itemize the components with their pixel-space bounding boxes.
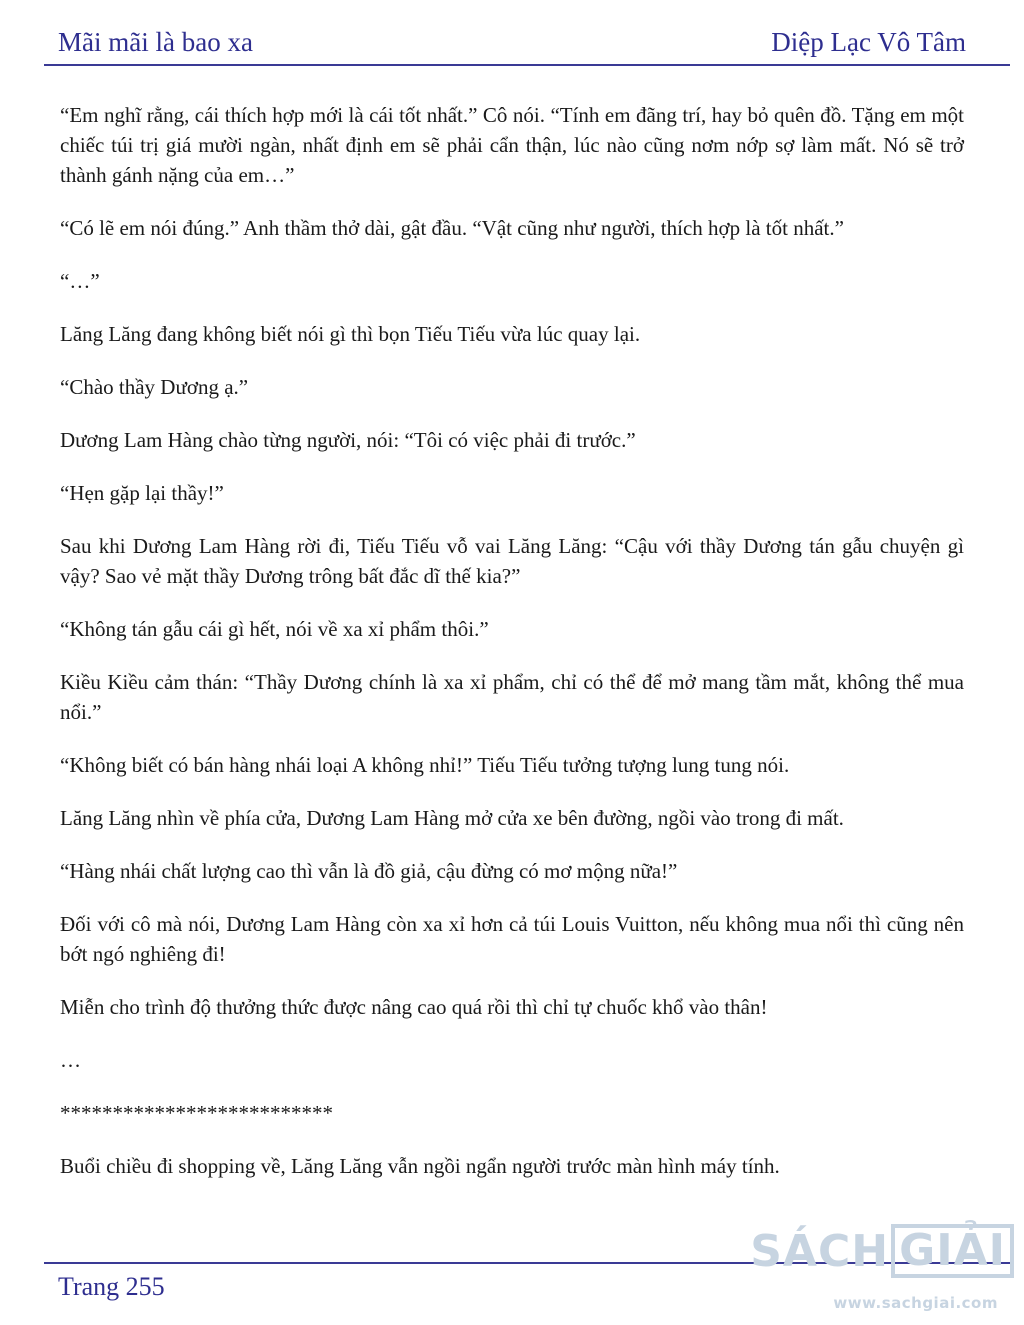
- page-number: Trang 255: [58, 1272, 165, 1301]
- paragraph: Miễn cho trình độ thưởng thức được nâng cao quá rồi thì chỉ tự chuốc khổ vào thân!: [60, 995, 768, 1019]
- ellipsis-line: …: [60, 1048, 81, 1072]
- paragraph: “Không tán gẫu cái gì hết, nói về xa xỉ phẩm thôi.”: [60, 617, 489, 641]
- section-separator: **************************: [60, 1101, 333, 1125]
- paragraph: Kiều Kiều cảm thán: “Thầy Dương chính là xa xỉ phẩm, chỉ có thể để mở mang tầm mắt, không thể mua nổi.”: [60, 670, 964, 724]
- page-header: [58, 22, 966, 62]
- paragraph: “Hàng nhái chất lượng cao thì vẫn là đồ giả, cậu đừng có mơ mộng nữa!”: [60, 859, 678, 883]
- paragraph: “Không biết có bán hàng nhái loại A không nhỉ!” Tiếu Tiếu tưởng tượng lung tung nói.: [60, 753, 790, 777]
- paragraph: “Chào thầy Dương ạ.”: [60, 375, 249, 399]
- paragraph: “Em nghĩ rằng, cái thích hợp mới là cái tốt nhất.” Cô nói. “Tính em đãng trí, hay bỏ quên đồ. Tặng em một chiếc túi trị giá mười ngàn, nhất định em sẽ phải cẩn thận, lúc nào cũng nơm nớp sợ làm mất. Nó sẽ trở thành gánh nặng của em…”: [60, 103, 964, 187]
- page-body: [60, 100, 964, 1204]
- watermark-url: www.sachgiai.com: [833, 1294, 998, 1312]
- paragraph: Lăng Lăng đang không biết nói gì thì bọn Tiếu Tiếu vừa lúc quay lại.: [60, 322, 641, 346]
- paragraph: Dương Lam Hàng chào từng người, nói: “Tôi có việc phải đi trước.”: [60, 428, 636, 452]
- watermark-logo-text: SÁCH: [750, 1225, 890, 1277]
- paragraph: Đối với cô mà nói, Dương Lam Hàng còn xa xỉ hơn cả túi Louis Vuitton, nếu không mua nổi thì cũng nên bớt ngó nghiêng đi!: [60, 912, 964, 966]
- book-title: Mãi mãi là bao xa: [58, 26, 253, 57]
- paragraph: Sau khi Dương Lam Hàng rời đi, Tiếu Tiếu vỗ vai Lăng Lăng: “Cậu với thầy Dương tán gẫu chuyện gì vậy? Sao vẻ mặt thầy Dương trông bất đắc dĩ thế kia?”: [60, 534, 964, 588]
- paragraph: Buổi chiều đi shopping về, Lăng Lăng vẫn ngồi ngẩn người trước màn hình máy tính.: [60, 1154, 780, 1178]
- watermark: [750, 1224, 1014, 1319]
- watermark-logo: [750, 1224, 1014, 1278]
- paragraph: “…”: [60, 269, 100, 293]
- paragraph: “Có lẽ em nói đúng.” Anh thầm thở dài, gật đầu. “Vật cũng như người, thích hợp là tốt nhất.”: [60, 216, 844, 240]
- header-divider: [44, 64, 1010, 66]
- paragraph: Lăng Lăng nhìn về phía cửa, Dương Lam Hàng mở cửa xe bên đường, ngồi vào trong đi mất.: [60, 806, 844, 830]
- paragraph: “Hẹn gặp lại thầy!”: [60, 481, 224, 505]
- watermark-logo-box: GIẢI: [891, 1224, 1014, 1278]
- author-name: Diệp Lạc Vô Tâm: [771, 26, 966, 57]
